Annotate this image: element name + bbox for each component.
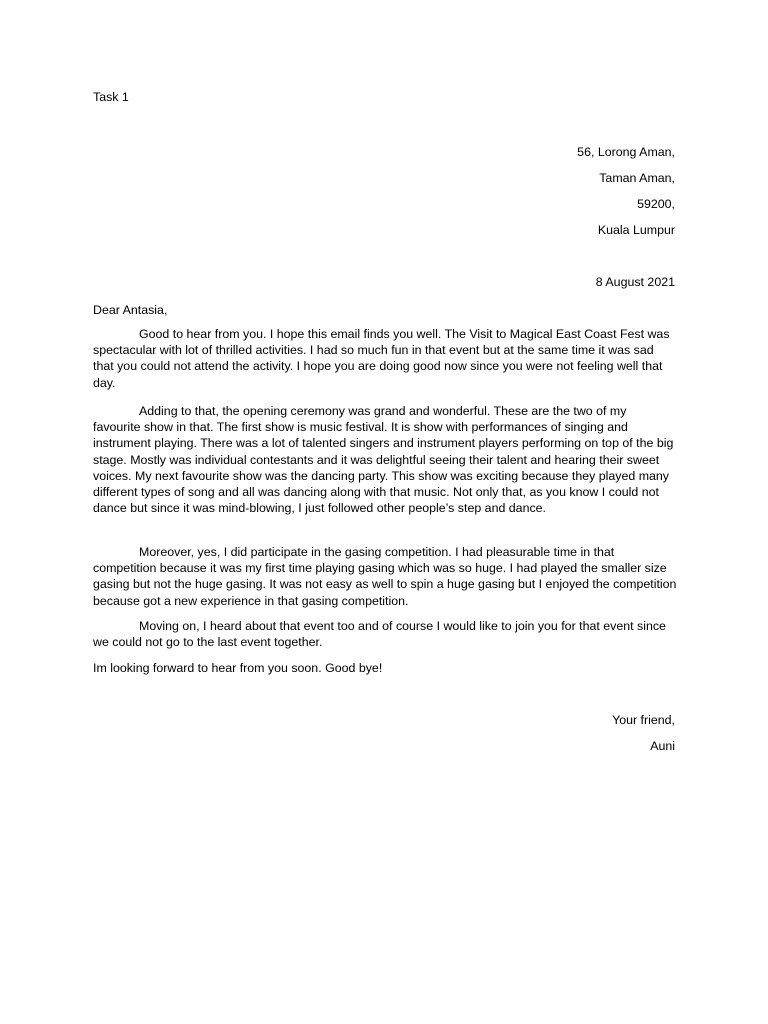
signoff: Your friend, xyxy=(612,713,675,727)
letter-date: 8 August 2021 xyxy=(595,275,675,289)
body-paragraph-2: Adding to that, the opening ceremony was grand and wonderful. These are the two of my favourite show in that. The first show is music festival. It is show with performances of singing and instrument playing. There was a lot of talented singers and instrument players performing on top of the big stage. Mostly was individual contestants and it was delightful seeing their talent and hearing their sweet voices. My next favourite show was the dancing party. This show was exciting because they played many different types of song and all was dancing along with that music. Not only that, as you know I could not dance but since it was mind-blowing, I just followed other people’s step and dance. xyxy=(93,404,674,516)
signature: Auni xyxy=(650,739,675,753)
body-paragraph-4: Moving on, I heard about that event too and of course I would like to join you for that event since we could not go to the last event together. xyxy=(93,619,666,650)
task-label: Task 1 xyxy=(93,90,129,104)
address-line-1: 56, Lorong Aman, xyxy=(577,145,675,159)
address-line-3: 59200, xyxy=(637,197,675,211)
body-paragraph-3: Moreover, yes, I did participate in the gasing competition. I had pleasurable time in that competition because it was my first time playing gasing which was so huge. I had played the smaller size gasing but not the huge gasing. It was not easy as well to spin a huge gasing but I enjoyed the competition because got a new experience in that gasing competition. xyxy=(93,545,677,608)
address-line-2: Taman Aman, xyxy=(599,171,675,185)
address-line-4: Kuala Lumpur xyxy=(597,223,675,237)
greeting: Dear Antasia, xyxy=(93,303,168,317)
closing-line: Im looking forward to hear from you soon. Good bye! xyxy=(93,661,383,675)
body-paragraph-1: Good to hear from you. I hope this email finds you well. The Visit to Magical East Coast Fest was spectacular with lot of thrilled activities. I had so much fun in that event but at the same time it was sad that you could not attend the activity. I hope you are doing good now since you were not feeling well that day. xyxy=(93,327,670,390)
